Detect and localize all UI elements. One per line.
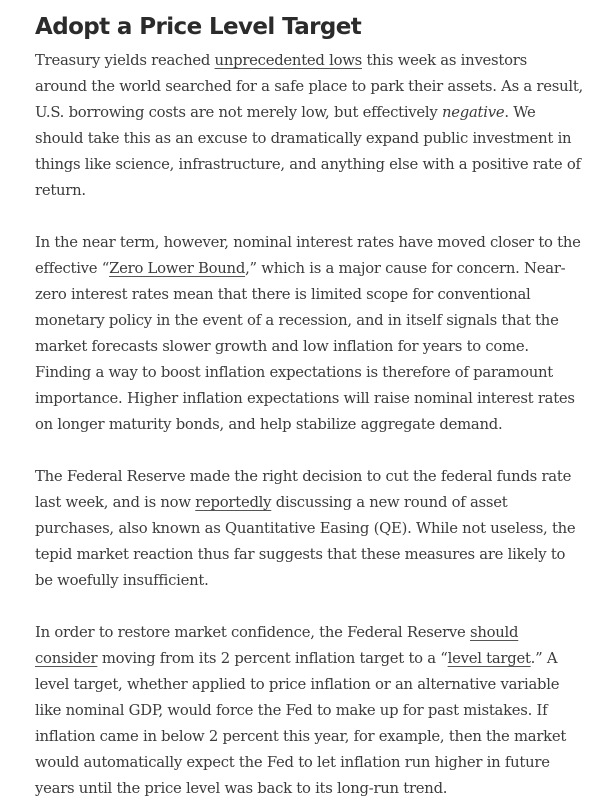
text-run: The Federal Reserve made the right decision to cut the federal funds rate last week, and is now [35, 468, 572, 511]
text-run: In the near term, however, nominal interest rates have moved closer to the effective “ [35, 234, 581, 277]
paragraph-4 [35, 620, 583, 802]
paragraph-1 [35, 48, 583, 204]
should-consider-link[interactable]: should consider [35, 624, 519, 667]
reportedly-link[interactable]: reportedly [195, 494, 272, 511]
text-run: .” A level target, whether applied to price inflation or an alternative variable like nominal GDP, would force the Fed to make up for past mistakes. If inflation came in below 2 percent this year, for example, then the market would automatically expect the Fed to let inflation run higher in future years until the price level was back to its long-run trend. [35, 650, 567, 797]
text-run: Treasury yields reached [35, 52, 215, 69]
article-title: Adopt a Price Level Target [35, 14, 362, 40]
level-target-link[interactable]: level target [447, 650, 531, 667]
text-run: . We should take this as an excuse to dramatically expand public investment in things like science, infrastructure, and anything else with a positive rate of return. [35, 104, 581, 199]
text-run: moving from its 2 percent inflation target to a “ [97, 650, 448, 667]
text-run: discussing a new round of asset purchases, also known as Quantitative Easing (QE). While not useless, the tepid market reaction thus far suggests that these measures are likely to be woefully insufficient. [35, 494, 576, 589]
emphasis-text: negative [441, 104, 505, 121]
article [35, 10, 583, 802]
paragraph-3 [35, 464, 583, 594]
text-run: In order to restore market confidence, the Federal Reserve [35, 624, 470, 641]
paragraph-2 [35, 230, 583, 438]
text-run: ,” which is a major cause for concern. Near-zero interest rates mean that there is limited scope for conventional monetary policy in the event of a recession, and in itself signals that the market forecasts slower growth and low inflation for years to come. Finding a way to boost inflation expectations is therefore of paramount importance. Higher inflation expectations will raise nominal interest rates on longer maturity bonds, and help stabilize aggregate demand. [35, 260, 575, 433]
unprecedented-lows-link[interactable]: unprecedented lows [214, 52, 362, 69]
text-run: this week as investors around the world searched for a safe place to park their assets. As a result, U.S. borrowing costs are not merely low, but effectively [35, 52, 583, 121]
zero-lower-bound-link[interactable]: Zero Lower Bound [109, 260, 246, 277]
